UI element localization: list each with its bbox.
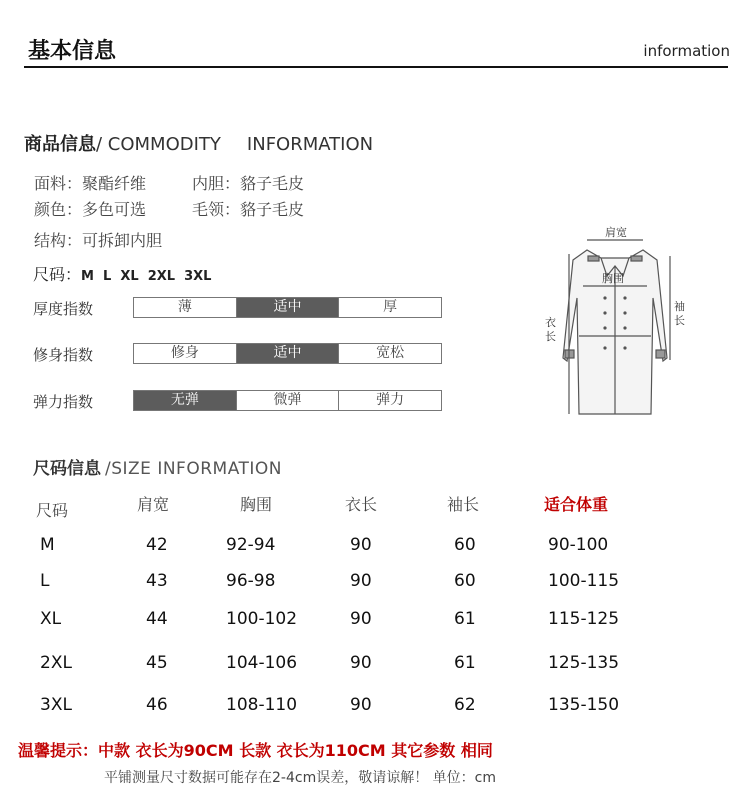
- elasticity-index-label: 弹力指数: [33, 393, 94, 411]
- table-header-weight: 适合体重: [544, 495, 609, 514]
- table-cell-chest: 96-98: [226, 571, 276, 591]
- table-header-chest: 胸围: [240, 495, 273, 514]
- notice-text: 温馨提示：中款 衣长为90CM 长款 衣长为110CM 其它参数 相同: [18, 741, 493, 760]
- fit-option-medium: 适中: [237, 344, 340, 363]
- size-info-title-cn: 尺码信息: [33, 459, 101, 479]
- table-cell-length: 90: [350, 609, 372, 629]
- commodity-title-sep: / COMMODITY: [96, 134, 221, 155]
- table-cell-weight: 90-100: [548, 535, 609, 555]
- diagram-label-length-2: 长: [545, 330, 556, 343]
- table-cell-sleeve: 60: [454, 571, 476, 591]
- thickness-option-thin: 薄: [134, 298, 237, 317]
- thickness-option-medium: 适中: [237, 298, 340, 317]
- spec-lining: 内胆：貉子毛皮: [192, 174, 305, 193]
- elasticity-option-slight: 微弹: [237, 391, 340, 410]
- table-header-length: 衣长: [345, 495, 378, 514]
- thickness-index-label: 厚度指数: [33, 300, 94, 318]
- fit-index-label: 修身指数: [33, 346, 94, 364]
- table-cell-chest: 108-110: [226, 695, 298, 715]
- table-cell-weight: 135-150: [548, 695, 620, 715]
- table-cell-chest: 100-102: [226, 609, 298, 629]
- spec-sizes: 尺码：M L XL 2XL 3XL: [33, 265, 212, 284]
- spec-collar: 毛领：貉子毛皮: [192, 200, 305, 219]
- size-info-title: [33, 454, 282, 479]
- table-cell-length: 90: [350, 571, 372, 591]
- header-divider: [24, 66, 728, 68]
- diagram-label-sleeve-2: 长: [674, 314, 685, 327]
- table-cell-shoulder: 42: [146, 535, 168, 555]
- elasticity-index-bar: [133, 390, 442, 411]
- fit-option-slim: 修身: [134, 344, 237, 363]
- diagram-label-length-1: 衣: [545, 316, 556, 329]
- table-cell-shoulder: 44: [146, 609, 168, 629]
- diagram-label-sleeve-1: 袖: [674, 300, 685, 313]
- table-cell-length: 90: [350, 535, 372, 555]
- elasticity-option-none: 无弹: [134, 391, 237, 410]
- table-header-size: 尺码: [36, 501, 69, 520]
- spec-fabric: 面料：聚酯纤维: [34, 174, 147, 193]
- size-info-title-en: /SIZE INFORMATION: [105, 459, 282, 479]
- thickness-index-bar: [133, 297, 442, 318]
- table-cell-size: XL: [40, 609, 62, 629]
- table-cell-size: 3XL: [40, 695, 72, 715]
- diagram-label-shoulder: 肩宽: [605, 226, 627, 239]
- fit-index-bar: [133, 343, 442, 364]
- commodity-title-en2: INFORMATION: [246, 134, 374, 155]
- table-cell-chest: 104-106: [226, 653, 298, 673]
- table-cell-weight: 100-115: [548, 571, 620, 591]
- commodity-title: [24, 130, 373, 156]
- spec-structure: 结构：可拆卸内胆: [34, 231, 163, 250]
- table-cell-size: L: [40, 571, 50, 591]
- table-cell-size: M: [40, 535, 55, 555]
- commodity-title-cn: 商品信息: [24, 134, 96, 155]
- table-cell-sleeve: 61: [454, 609, 476, 629]
- table-cell-sleeve: 60: [454, 535, 476, 555]
- table-cell-shoulder: 45: [146, 653, 168, 673]
- table-cell-size: 2XL: [40, 653, 72, 673]
- table-cell-chest: 92-94: [226, 535, 276, 555]
- diagram-label-chest: 胸围: [602, 272, 624, 285]
- thickness-option-thick: 厚: [383, 299, 398, 315]
- table-cell-weight: 125-135: [548, 653, 620, 673]
- table-cell-weight: 115-125: [548, 609, 620, 629]
- table-header-sleeve: 袖长: [447, 495, 480, 514]
- table-cell-sleeve: 62: [454, 695, 476, 715]
- table-header-shoulder: 肩宽: [137, 495, 170, 514]
- measurement-note: 平铺测量尺寸数据可能存在2-4cm误差，敬请谅解！ 单位：cm: [104, 770, 496, 786]
- table-cell-shoulder: 46: [146, 695, 168, 715]
- fit-option-loose: 宽松: [376, 345, 405, 361]
- section-title-basic-info: 基本信息: [28, 39, 117, 64]
- table-cell-shoulder: 43: [146, 571, 168, 591]
- spec-color: 颜色：多色可选: [34, 200, 147, 219]
- table-cell-length: 90: [350, 695, 372, 715]
- elasticity-option-stretch: 弹力: [376, 392, 405, 408]
- coat-measurement-diagram: [525, 218, 705, 420]
- table-cell-length: 90: [350, 653, 372, 673]
- table-cell-sleeve: 61: [454, 653, 476, 673]
- section-title-basic-info-en: information: [643, 42, 730, 60]
